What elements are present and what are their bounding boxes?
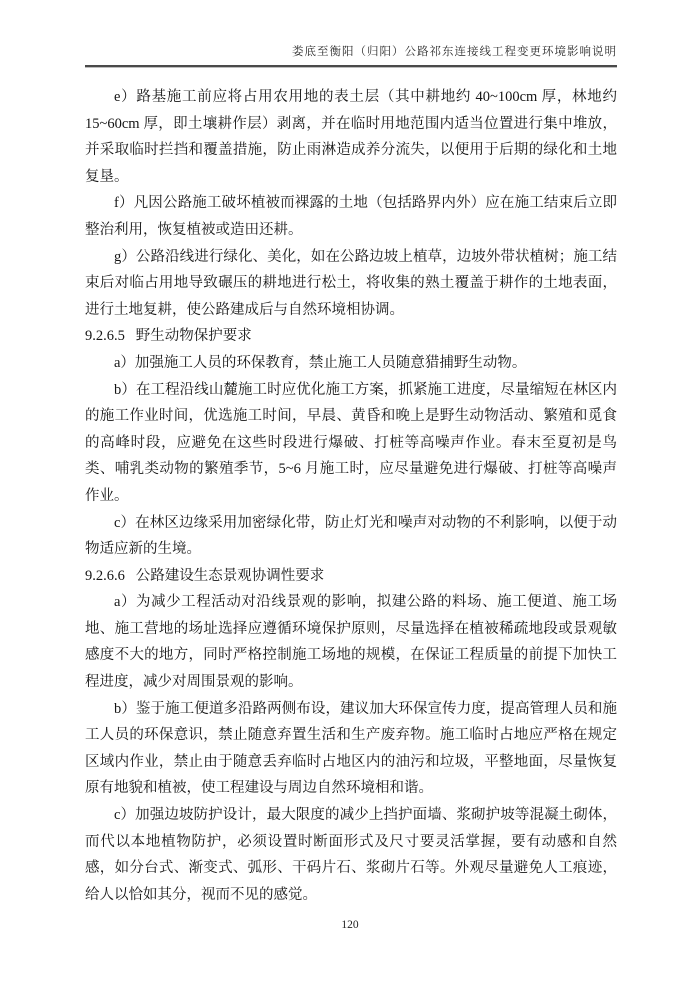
section-heading-9-2-6-5 — [85, 323, 617, 350]
paragraph-b-landscape: b）鉴于施工便道多沿路两侧布设，建议加大环保宣传力度，提高管理人员和施工人员的环保意识，禁止随意弃置生活和生产废弃物。施工临时占地应严格在规定区域内作业，禁止由于随意丢弃临时占地区内的油污和垃圾，平整地面，尽量恢复原有地貌和植被，使工程建设与周边自然环境相和谐。 — [85, 700, 617, 797]
section-title: 野生动物保护要求 — [135, 328, 252, 345]
page-number: 120 — [341, 919, 359, 931]
section-number: 9.2.6.5 — [85, 328, 125, 345]
header-rule — [85, 65, 617, 68]
paragraph-b-wildlife: b）在工程沿线山麓施工时应优化施工方案，抓紧施工进度，尽量缩短在林区内的施工作业时间，优选施工时间，早晨、黄昏和晚上是野生动物活动、繁殖和觅食的高峰时段，应避免在这些时段进行爆破、打桩等高噪声作业。春末至夏初是鸟类、哺乳类动物的繁殖季节，5~6 月施工时，应尽量避免进行爆破、打桩等高噪声作业。 — [85, 381, 617, 504]
paragraph-a-wildlife: a）加强施工人员的环保教育，禁止施工人员随意猎捕野生动物。 — [114, 354, 527, 371]
section-title: 公路建设生态景观协调性要求 — [135, 567, 325, 584]
document-body — [85, 84, 617, 908]
page-footer — [0, 919, 700, 931]
paragraph-g-greening: g）公路沿线进行绿化、美化，如在公路边坡上植草，边坡外带状植树；施工结束后对临占用地导致碾压的耕地进行松土，将收集的熟土覆盖于耕作的土地表面，进行土地复耕，使公路建成后与自然环境相协调。 — [85, 248, 617, 318]
paragraph-a-landscape: a）为减少工程活动对沿线景观的影响，拟建公路的料场、施工便道、施工场地、施工营地的场址选择应遵循环境保护原则，尽量选择在植被稀疏地段或景观敏感度不大的地方，同时严格控制施工场地的规模，在保证工程质量的前提下加快工程进度，减少对周围景观的影响。 — [85, 594, 617, 691]
paragraph-c-wildlife: c）在林区边缘采用加密绿化带，防止灯光和噪声对动物的不利影响，以便于动物适应新的生境。 — [85, 514, 617, 558]
paragraph-c-landscape: c）加强边坡防护设计，最大限度的减少上挡护面墙、浆砌护坡等混凝土砌体，而代以本地植物防护，必须设置时断面形式及尺寸要灵活掌握，要有动感和自然感，如分台式、渐变式、弧形、干码片石、浆砌片石等。外观尽量避免人工痕迹，给人以恰如其分，视而不见的感觉。 — [85, 807, 617, 903]
section-heading-9-2-6-6 — [85, 563, 617, 590]
paragraph-e-topsoil: e）路基施工前应将占用农用地的表土层（其中耕地约 40~100cm 厚，林地约 15~60cm 厚，即土壤耕作层）剥离，并在临时用地范围内适当位置进行集中堆放，并采取临时拦挡和覆盖措施，防止雨淋造成养分流失，以便用于后期的绿化和土地复垦。 — [85, 89, 617, 185]
section-number: 9.2.6.6 — [85, 567, 125, 584]
header-title: 娄底至衡阳（归阳）公路祁东连接线工程变更环境影响说明 — [292, 46, 617, 58]
paragraph-f-bare-land: f）凡因公路施工破坏植被而裸露的土地（包括路界内外）应在施工结束后立即整治利用，恢复植被或造田还耕。 — [85, 195, 617, 238]
